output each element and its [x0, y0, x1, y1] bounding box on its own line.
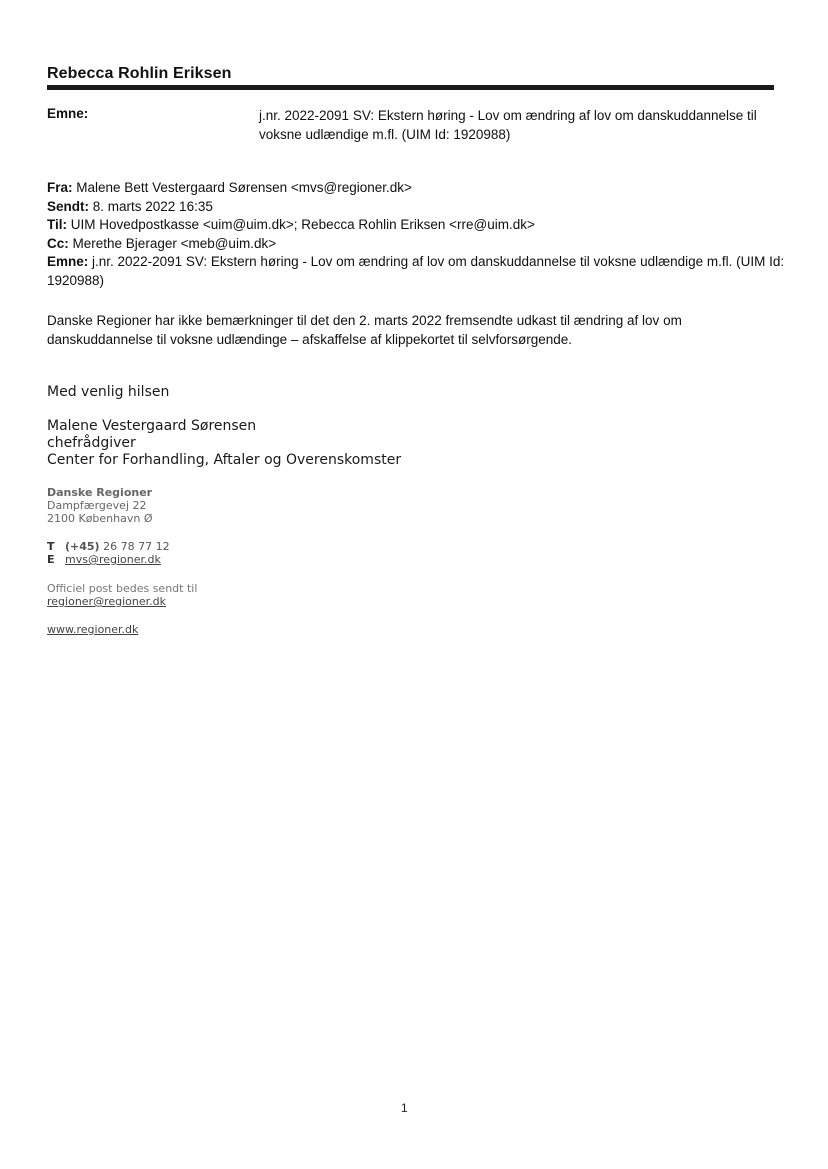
signer-name: Malene Vestergaard Sørensen [47, 418, 257, 434]
official-email-link[interactable]: regioner@regioner.dk [47, 595, 166, 608]
contact-info [47, 540, 170, 566]
phone-label: T [47, 540, 55, 553]
email-meta [47, 179, 787, 290]
subject-value: j.nr. 2022-2091 SV: Ekstern høring - Lov om ændring af lov om danskuddannelse til voksne udlændige m.fl. (UIM Id: 1920988) [259, 108, 757, 142]
owner-name: Rebecca Rohlin Eriksen [47, 65, 232, 82]
email-link[interactable]: mvs@regioner.dk [65, 553, 161, 566]
from-row [47, 179, 787, 198]
website-link[interactable]: www.regioner.dk [47, 623, 139, 636]
cc-value: Merethe Bjerager <meb@uim.dk> [72, 235, 277, 251]
phone-number: 26 78 77 12 [103, 540, 170, 553]
email-subject-value: j.nr. 2022-2091 SV: Ekstern høring - Lov om ændring af lov om danskuddannelse til voksne udlændige m.fl. (UIM Id: 1920988) [47, 254, 785, 288]
signature-block [47, 418, 401, 469]
from-value: Malene Bett Vestergaard Sørensen <mvs@regioner.dk> [76, 180, 412, 195]
cc-row [47, 235, 787, 254]
sent-value: 8. marts 2022 16:35 [92, 198, 213, 214]
cc-label: Cc: [47, 235, 69, 251]
sent-label: Sendt: [47, 198, 89, 214]
phone-row [47, 540, 170, 553]
subject-label: Emne: [47, 106, 89, 121]
org-address [47, 486, 153, 525]
to-label: Til: [47, 217, 67, 232]
header-rule [47, 85, 774, 90]
email-subject-row [47, 253, 787, 290]
address-line-1: Dampfærgevej 22 [47, 499, 147, 512]
phone-prefix: (+45) [65, 540, 100, 553]
to-row [47, 216, 787, 235]
official-post-note [47, 582, 197, 608]
email-label: E [47, 553, 55, 566]
sent-row [47, 198, 787, 217]
email-body: Danske Regioner har ikke bemærkninger til det den 2. marts 2022 fremsendte udkast til ændring af lov om danskuddannelse til voksne udlændinge – afskaffelse af klippekortet til selvforsørgende. [47, 313, 682, 347]
to-value: UIM Hovedpostkasse <uim@uim.dk>; Rebecca Rohlin Eriksen <rre@uim.dk> [70, 217, 535, 232]
signer-title: chefrådgiver [47, 435, 136, 451]
email-row [47, 553, 170, 566]
address-line-2: 2100 København Ø [47, 512, 153, 525]
signer-department: Center for Forhandling, Aftaler og Overenskomster [47, 452, 402, 468]
official-text: Officiel post bedes sendt til [47, 582, 198, 595]
from-label: Fra: [47, 180, 73, 195]
greeting: Med venlig hilsen [47, 384, 170, 400]
email-subject-label: Emne: [47, 254, 89, 269]
page-number: 1 [401, 1101, 408, 1115]
org-name: Danske Regioner [47, 486, 153, 499]
